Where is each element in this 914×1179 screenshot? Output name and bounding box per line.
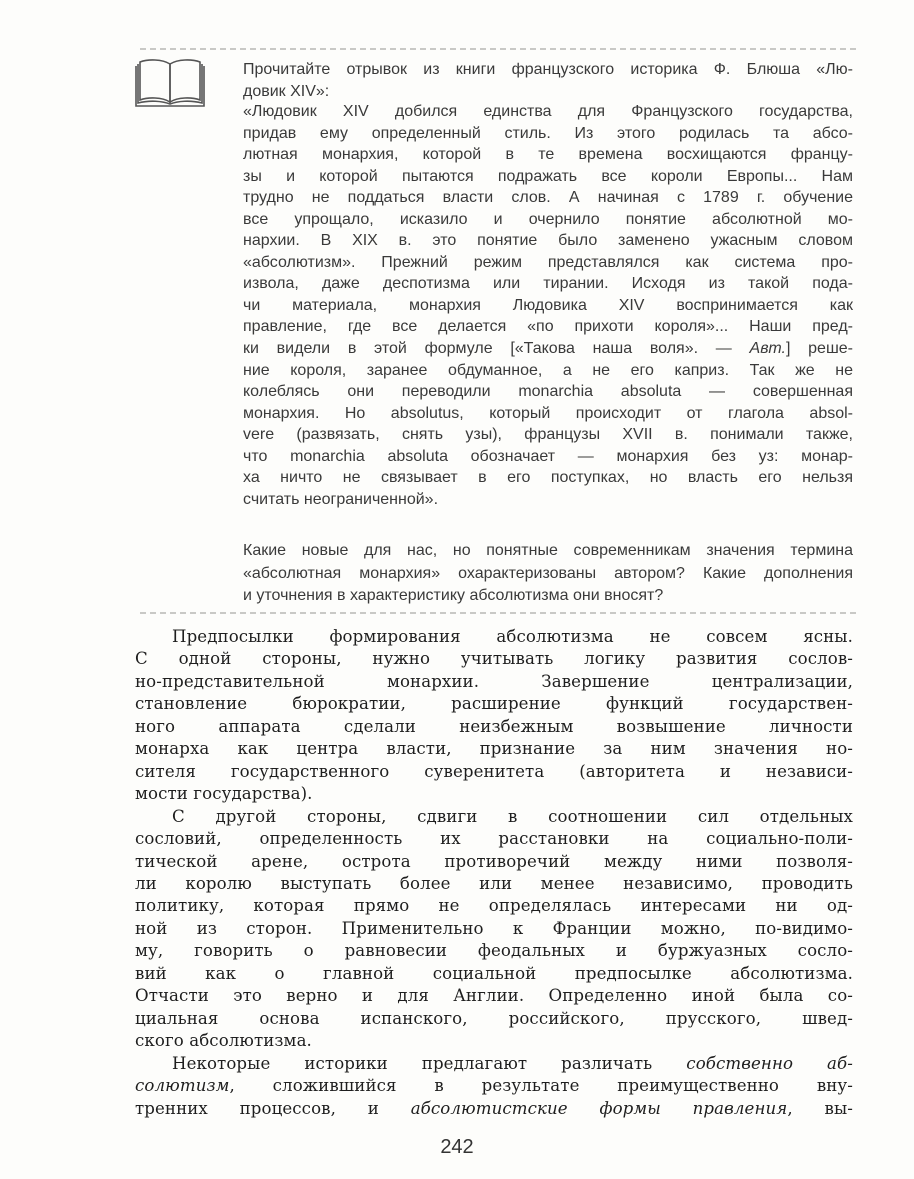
text-segment: , сложившийся в результате преимущественно вну-: [229, 1076, 853, 1096]
text-line: [243, 403, 853, 425]
text-line: [243, 81, 853, 103]
text-segment: Некоторые историки предлагают различать: [172, 1053, 687, 1073]
text-line: [135, 873, 853, 895]
text-line: [243, 424, 853, 446]
text-line: [243, 59, 853, 81]
text-line: [243, 467, 853, 489]
text-segment: ] реше-: [785, 340, 854, 358]
text-segment: довик XIV»:: [243, 83, 330, 100]
source-intro: [243, 59, 853, 103]
text-line: [243, 489, 853, 511]
italic-text: собственно аб-: [686, 1053, 853, 1073]
main-text: [135, 626, 853, 1120]
text-segment: политику, которая прямо не определялась интересами ни од-: [135, 896, 853, 916]
text-segment: все упрощало, исказило и очернило понятие абсолютной мо-: [243, 210, 853, 228]
text-line: [135, 648, 853, 670]
text-segment: Предпосылки формирования абсолютизма не совсем ясны.: [172, 627, 853, 646]
text-line: [243, 381, 853, 403]
text-segment: ского абсолютизма.: [135, 1031, 312, 1051]
text-line: [243, 123, 853, 145]
source-question: [243, 540, 853, 608]
text-line: [243, 563, 853, 586]
text-line: [135, 985, 853, 1007]
text-segment: мости государства).: [135, 784, 313, 804]
text-line: [135, 738, 853, 760]
italic-text: абсолютистские формы правления: [410, 1098, 788, 1118]
text-line: [243, 187, 853, 209]
text-line: [135, 1008, 853, 1030]
text-segment: Прочитайте отрывок из книги французского историка Ф. Блюша «Лю-: [243, 61, 853, 78]
text-segment: сословий, определенность их расстановки на социально-поли-: [135, 829, 853, 849]
text-segment: и уточнения в характеристику абсолютизма они вносят?: [243, 587, 664, 604]
text-line: [135, 1075, 853, 1097]
text-line: [135, 693, 853, 715]
text-line: [135, 806, 853, 828]
text-line: [243, 273, 853, 295]
text-line: [135, 895, 853, 917]
text-segment: «абсолютная монархия» охарактеризованы автором? Какие дополнения: [243, 564, 853, 582]
text-segment: ки видели в этой формуле [«Такова наша воля». —: [243, 340, 750, 358]
text-segment: циальная основа испанского, российского, прусского, швед-: [135, 1008, 853, 1028]
bottom-divider: [140, 612, 856, 614]
text-line: [243, 209, 853, 231]
text-line: [135, 716, 853, 738]
text-line: [243, 166, 853, 188]
text-segment: му, говорить о равновесии феодальных и буржуазных сосло-: [135, 941, 853, 961]
text-line: [243, 230, 853, 252]
source-quote: [243, 101, 853, 510]
text-segment: правление, где все делается «по прихоти короля»... Наши пред-: [243, 318, 853, 336]
text-segment: тренних процессов, и: [135, 1098, 411, 1118]
text-line: [243, 295, 853, 317]
text-segment: ние короля, заранее обдуманное, а не его каприз. Так же не: [243, 361, 853, 379]
text-segment: ли королю выступать более или менее независимо, проводить: [135, 873, 853, 893]
text-segment: но-представительной монархии. Завершение централизации,: [135, 671, 853, 691]
text-line: [243, 252, 853, 274]
text-line: [243, 316, 853, 338]
text-segment: С одной стороны, нужно учитывать логику развития сослов-: [135, 649, 853, 669]
text-segment: что monarchia absoluta обозначает — монархия без уз: монар-: [243, 447, 853, 465]
text-segment: колеблясь они переводили monarchia absoluta — совершенная: [243, 383, 853, 401]
text-line: [135, 851, 853, 873]
text-line: [243, 446, 853, 468]
text-segment: становление бюрократии, расширение функций государствен-: [135, 694, 853, 714]
top-divider: [140, 48, 856, 50]
text-segment: придав ему определенный стиль. Из этого родилась та абсо-: [243, 124, 853, 142]
text-segment: монарха как центра власти, признание за ним значения но-: [135, 739, 853, 759]
text-line: [243, 540, 853, 563]
text-segment: «абсолютизм». Прежний режим представлялся как система про-: [243, 253, 853, 271]
text-segment: монархия. Но absolutus, который происходит от глагола absol-: [243, 404, 853, 422]
text-segment: С другой стороны, сдвиги в соотношении сил отдельных: [172, 806, 853, 826]
text-line: [243, 338, 853, 360]
text-segment: Какие новые для нас, но понятные современникам значения термина: [243, 542, 853, 559]
text-segment: «Людовик XIV добился единства для Французского государства,: [243, 103, 853, 120]
text-segment: считать неограниченной».: [243, 490, 439, 508]
text-segment: сителя государственного суверенитета (авторитета и независи-: [135, 761, 853, 781]
text-line: [135, 1030, 853, 1052]
italic-text: солютизм: [135, 1076, 230, 1096]
text-segment: vere (развязать, снять узы), французы XVII в. понимали также,: [243, 426, 853, 444]
text-line: [243, 360, 853, 382]
text-segment: чи материала, монархия Людовика XIV воспринимается как: [243, 296, 853, 314]
text-line: [135, 940, 853, 962]
text-line: [135, 626, 853, 648]
text-line: [243, 144, 853, 166]
text-line: [135, 918, 853, 940]
text-segment: лютная монархия, которой в те времена восхищаются францу-: [243, 146, 853, 164]
text-line: [243, 101, 853, 123]
text-segment: зы и которой пытаются подражать все короли Европы... Нам: [243, 167, 853, 185]
text-segment: трудно не поддаться власти слов. А начиная с 1789 г. обучение: [243, 189, 853, 207]
text-segment: вий как о главной социальной предпосылке абсолютизма.: [135, 963, 853, 983]
text-line: [135, 1098, 853, 1120]
text-line: [243, 585, 853, 608]
italic-text: Авт.: [749, 340, 786, 358]
text-line: [135, 783, 853, 805]
text-line: [135, 1053, 853, 1075]
text-segment: ного аппарата сделали неизбежным возвышение личности: [135, 716, 853, 736]
text-line: [135, 963, 853, 985]
page-number: 242: [440, 1136, 474, 1158]
text-segment: нархии. В XIX в. это понятие было заменено ужасным словом: [243, 232, 853, 250]
text-line: [135, 828, 853, 850]
open-book-icon: [134, 56, 206, 108]
text-segment: , вы-: [787, 1098, 853, 1118]
text-segment: тической арене, острота противоречий между ними позволя-: [135, 851, 853, 871]
text-line: [135, 671, 853, 693]
text-segment: ной из сторон. Применительно к Франции можно, по-видимо-: [135, 918, 853, 938]
text-segment: ха ничто не связывает в его поступках, но власть его нельзя: [243, 469, 853, 487]
text-segment: извола, даже деспотизма или тирании. Исходя из такой пода-: [243, 275, 853, 293]
text-segment: Отчасти это верно и для Англии. Определенно иной была со-: [135, 986, 853, 1006]
text-line: [135, 761, 853, 783]
